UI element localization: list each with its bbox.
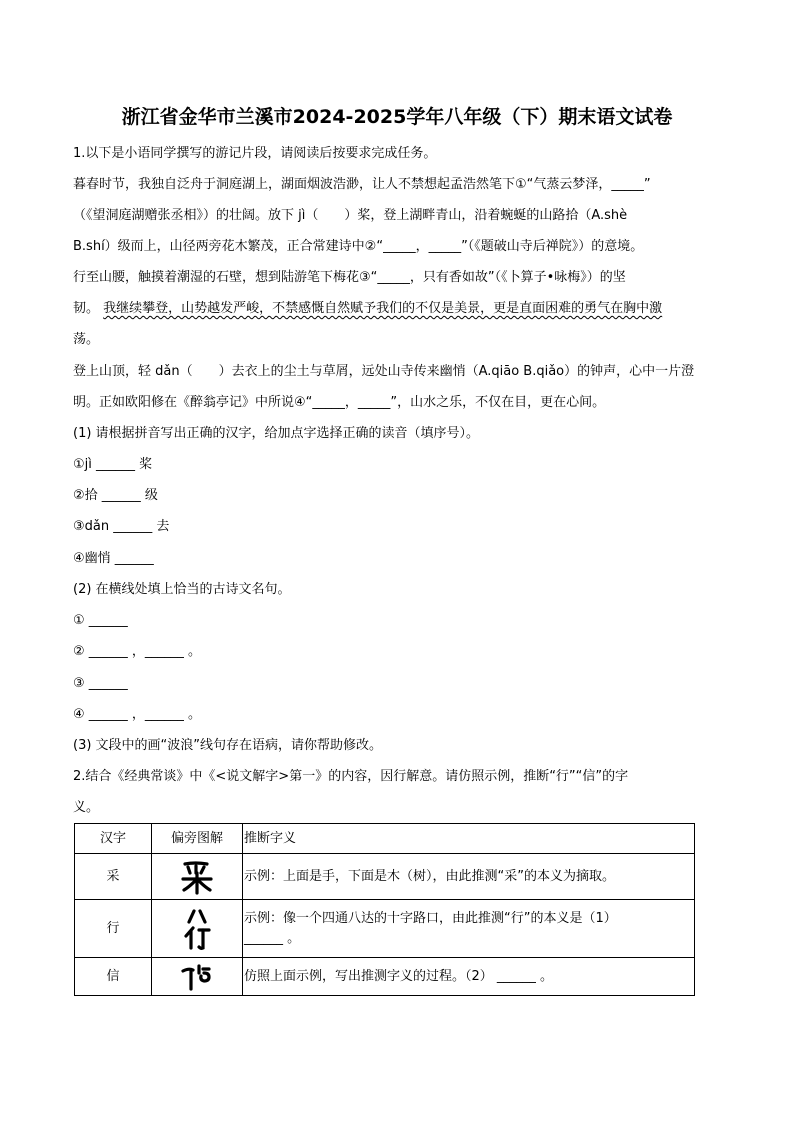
answer-line-2d: ④ ______ ，______ 。	[73, 707, 202, 722]
table-cell-char: 行	[75, 900, 152, 958]
table-row	[75, 958, 695, 996]
seal-glyph-xin-icon	[180, 963, 214, 991]
seal-glyph-xing-cell	[152, 900, 243, 958]
seal-glyph-cai-cell	[152, 854, 243, 900]
sub-question-1: (1) 请根据拼音写出正确的汉字，给加点字选择正确的读音（填序号）。	[73, 426, 480, 441]
table-header-cell: 推断字义	[243, 824, 695, 854]
character-table	[74, 823, 695, 996]
answer-line-2c: ③ ______	[73, 676, 128, 691]
passage-line-8: 明。正如欧阳修在《醉翁亭记》中所说④“_____，_____”，山水之乐，不仅在目，更在心间。	[73, 395, 606, 410]
passage-line-3: B.shí）级而上，山径两旁花木繁茂，正合常建诗中②“_____，_____”（《题破山寺后禅院》）的意境。	[73, 239, 644, 254]
table-header-row	[75, 824, 695, 854]
answer-line-1b: ②拾 ______ 级	[73, 488, 158, 503]
table-cell-text: 示例：上面是手，下面是木（树），由此推测“采”的本义为摘取。	[243, 854, 695, 900]
q1-intro: 1.以下是小语同学撰写的游记片段，请阅读后按要求完成任务。	[73, 146, 437, 161]
passage-line-6: 荡。	[73, 332, 100, 347]
table-cell-text: 仿照上面示例，写出推测字义的过程。（2） ______ 。	[243, 958, 695, 996]
table-cell-char: 采	[75, 854, 152, 900]
answer-line-1a: ①jì ______ 桨	[73, 457, 153, 472]
table-cell-text	[243, 900, 695, 958]
exam-title: 浙江省金华市兰溪市2024-2025学年八年级（下）期末语文试卷	[121, 106, 673, 128]
seal-glyph-cai-icon	[179, 859, 215, 895]
answer-line-2b: ② ______ ，______ 。	[73, 644, 202, 659]
answer-line-2a: ① ______	[73, 613, 128, 628]
answer-line-1d: ④幽悄 ______	[73, 551, 154, 566]
wavy-underlined-sentence: 我继续攀登，山势越发严峻，不禁感慨自然赋予我们的不仅是美景，更是直面困难的勇气在胸中激	[103, 301, 663, 316]
table-cell-char: 信	[75, 958, 152, 996]
table-header-cell: 偏旁图解	[152, 824, 243, 854]
table-row	[75, 900, 695, 958]
answer-line-1c: ③dǎn ______ 去	[73, 519, 170, 534]
seal-glyph-xing-icon	[181, 908, 213, 950]
sub-question-3: (3) 文段中的画“波浪”线句存在语病，请你帮助修改。	[73, 738, 383, 753]
passage-line-4: 行至山腰，触摸着潮湿的石壁，想到陆游笔下梅花③“_____，只有香如故”（《卜算子•咏梅》）的坚	[73, 270, 626, 285]
passage-line-2: （《望洞庭湖赠张丞相》）的壮阔。放下 jì（ ）桨，登上湖畔青山，沿着蜿蜒的山路拾（A.shè	[73, 208, 628, 223]
sub-question-2: (2) 在横线处填上恰当的古诗文名句。	[73, 582, 291, 597]
table-header-cell: 汉字	[75, 824, 152, 854]
passage-line-5-start: 韧。	[73, 301, 100, 316]
table-cell-text-line: ______ 。	[244, 930, 301, 946]
passage-line-1: 暮春时节，我独自泛舟于洞庭湖上，湖面烟波浩渺，让人不禁想起孟浩然笔下①“气蒸云梦泽，_____”	[73, 177, 651, 192]
q2-intro-line-2: 义。	[73, 800, 100, 815]
table-row	[75, 854, 695, 900]
table-cell-text-line: 示例：像一个四通八达的十字路口，由此推测“行”的本义是（1）	[244, 910, 617, 926]
q2-intro-line-1: 2.结合《经典常谈》中《<说文解字>第一》的内容，因行解意。请仿照示例，推断“行”“信”的字	[73, 769, 629, 784]
passage-line-5	[73, 299, 662, 319]
seal-glyph-xin-cell	[152, 958, 243, 996]
passage-line-7: 登上山顶，轻 dǎn（ ）去衣上的尘土与草屑，远处山寺传来幽悄（A.qiāo B.qiǎo）的钟声，心中一片澄	[73, 364, 695, 379]
